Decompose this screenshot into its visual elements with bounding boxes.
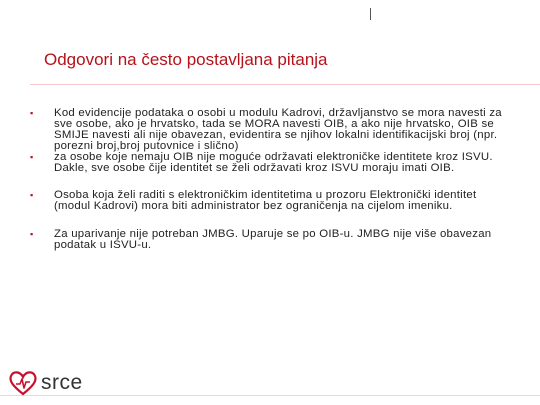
slide-title: Odgovori na često postavljana pitanja (44, 50, 328, 69)
bullet-marker: ▪ (30, 190, 34, 201)
bullet-text: za osobe koje nemaju OIB nije moguće održavati elektroničke identitete kroz ISVU. Dakle, sve osobe čije identitet se želi održavati kroz ISVU moraju imati OIB. (54, 150, 493, 174)
bullet-marker: ▪ (30, 151, 34, 162)
bullet-item (30, 108, 510, 152)
bullet-item (30, 190, 510, 212)
bullet-item (30, 229, 510, 251)
bullet-text: Kod evidencije podataka o osobi u modulu Kadrovi, državljanstvo se mora navesti za sve osobe, ako je hrvatsko, tada se MORA navesti OIB, a ako nije hrvatsko, OIB se SMIJE navesti ali nije obavezan, evidentira se njihov lokalni identifikacijski broj (npr. porezni broj,broj putovnice i slično) (54, 107, 502, 152)
logo-wordmark: srce (41, 371, 83, 394)
bullet-marker: ▪ (30, 229, 34, 240)
srce-logo (8, 370, 83, 396)
bullet-marker: ▪ (30, 108, 34, 118)
bullet-list (30, 108, 510, 251)
bullet-item (30, 152, 510, 174)
title-divider (30, 84, 540, 85)
bullet-text: Za uparivanje nije potreban JMBG. Uparuje se po OIB-u. JMBG nije više obavezan podatak u ISVU-u. (54, 228, 492, 252)
srce-heart-logo-icon (8, 370, 38, 396)
slide-top-marker (370, 8, 371, 20)
bullet-text: Osoba koja želi raditi s elektroničkim identitetima u prozoru Elektronički identitet (modul Kadrovi) mora biti administrator bez ograničenja na cijelom imeniku. (54, 189, 477, 213)
